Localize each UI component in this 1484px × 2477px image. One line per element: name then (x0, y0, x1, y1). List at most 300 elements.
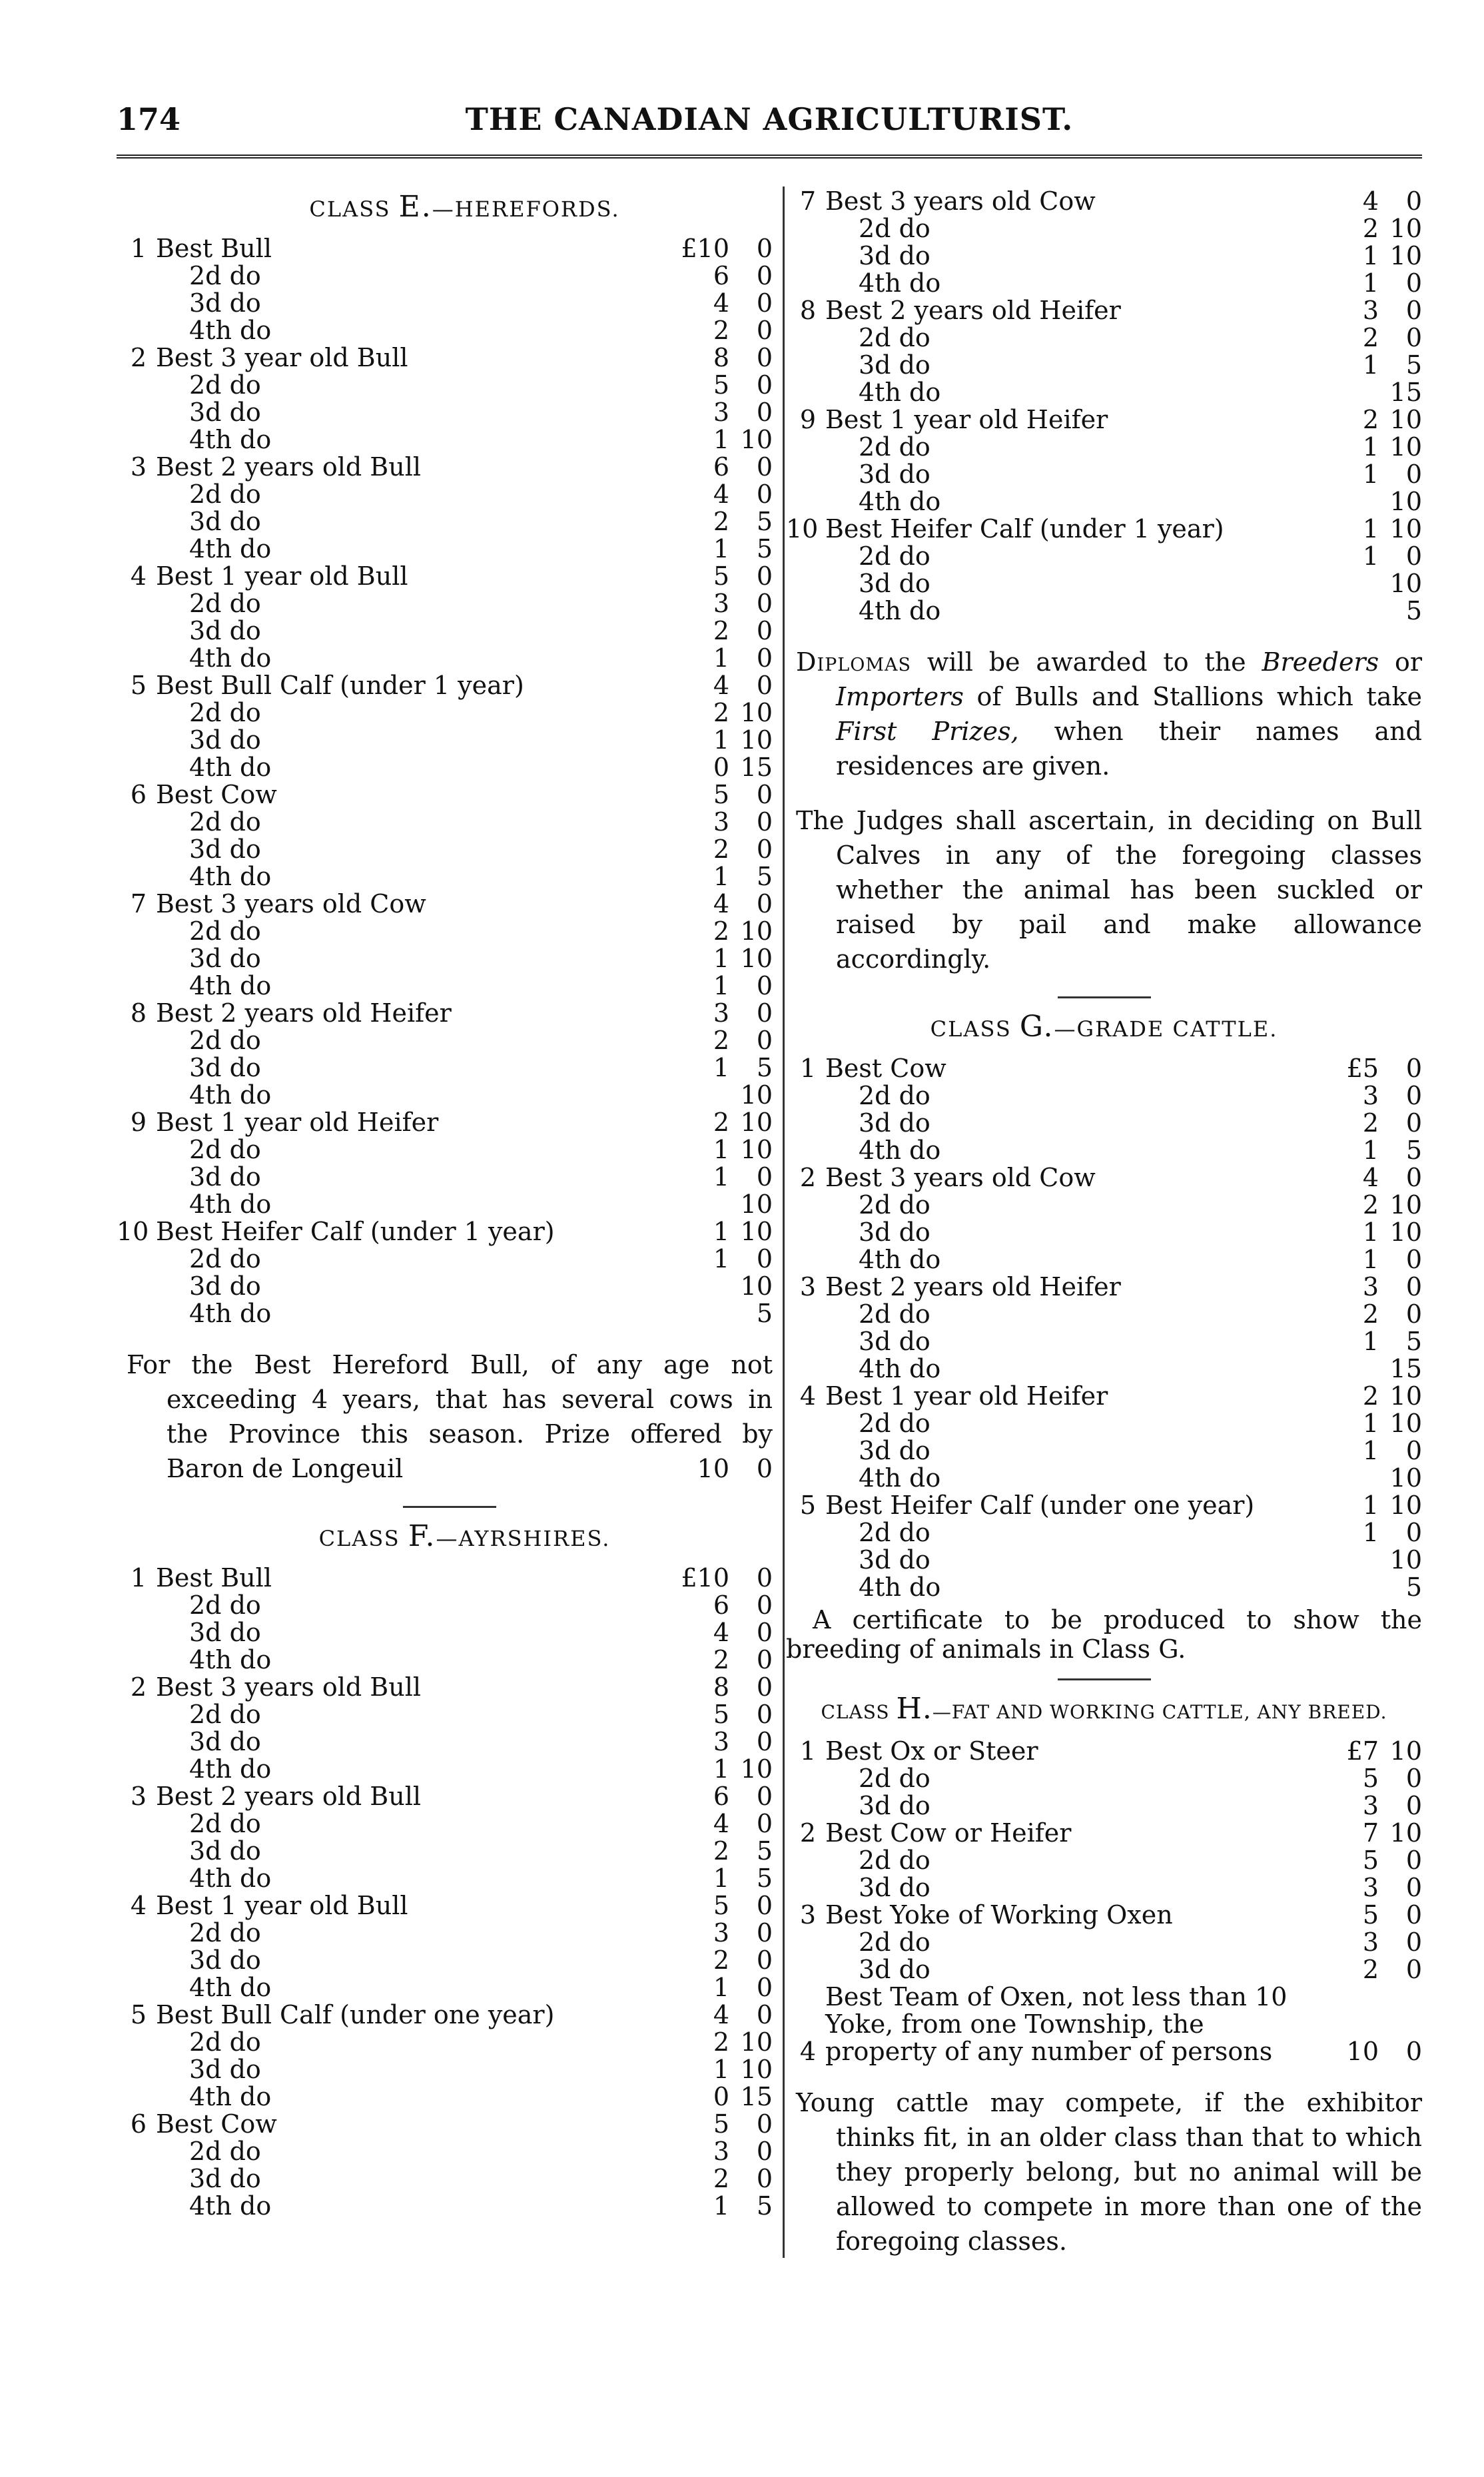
prize-number: 3 (799, 1272, 816, 1301)
prize-shillings: 0 (756, 1946, 773, 1975)
prize-pounds: 4 (713, 889, 729, 918)
prize-shillings: 0 (756, 480, 773, 509)
prize-shillings: 0 (756, 616, 773, 645)
prize-label: 3d do (859, 241, 930, 270)
prize-row (117, 1728, 773, 1756)
prize-row (786, 1192, 1422, 1219)
prize-label: 4th do (859, 268, 941, 298)
class-h-prize-list (786, 1738, 1422, 1983)
prize-pounds: 1 (1362, 1409, 1379, 1438)
prize-row (117, 1892, 773, 1920)
prize-pounds: 1 (1362, 1327, 1379, 1356)
prize-shillings: 5 (756, 1836, 773, 1866)
prize-row (117, 372, 773, 399)
prize-pounds: 1 (713, 1135, 729, 1164)
prize-row (117, 2193, 773, 2220)
prize-label: 4th do (189, 534, 272, 563)
prize-pounds: 2 (1362, 405, 1379, 434)
prize-row (117, 836, 773, 863)
prize-label: 2d do (859, 1409, 930, 1438)
prize-shillings: 0 (1405, 1054, 1422, 1083)
prize-shillings: 0 (756, 234, 773, 263)
prize-pounds: 1 (713, 1973, 729, 2002)
prize-shillings: 0 (756, 343, 773, 372)
prize-label: 3d do (189, 1946, 261, 1975)
prize-pounds: 3 (713, 398, 729, 427)
prize-pounds: 1 (1362, 432, 1379, 462)
prize-pounds: 3 (713, 998, 729, 1028)
prize-label: 4th do (189, 2191, 272, 2221)
prize-label: 4th do (189, 1754, 272, 1784)
prize-pounds: 3 (1362, 1928, 1379, 1957)
prize-number: 10 (117, 1217, 149, 1246)
prize-row (117, 1164, 773, 1191)
prize-row (786, 242, 1422, 270)
prize-pounds: 2 (713, 1108, 729, 1137)
prize-label: Best 1 year old Heifer (156, 1108, 439, 1137)
prize-pounds: 3 (713, 1918, 729, 1947)
prize-row (117, 1756, 773, 1783)
prize-shillings: 10 (1389, 1818, 1422, 1848)
prize-row (117, 645, 773, 672)
prize-number: 8 (799, 296, 816, 325)
prize-row (786, 1219, 1422, 1246)
prize-label: 4th do (189, 753, 272, 782)
prize-row (786, 1137, 1422, 1164)
prize-pounds: 1 (713, 2055, 729, 2084)
prize-label: Best 2 years old Bull (156, 1782, 422, 1811)
prize-shillings: 0 (756, 370, 773, 400)
special-prize-shillings: 0 (756, 1454, 773, 1483)
prize-label: 2d do (189, 1809, 261, 1838)
class-h-title: CLASS H.—FAT AND WORKING CATTLE, ANY BREED. (821, 1692, 1387, 1726)
prize-shillings: 0 (756, 1645, 773, 1674)
prize-shillings: 10 (740, 425, 773, 454)
prize-label: 2d do (859, 1518, 930, 1547)
prize-label: 2d do (189, 1700, 261, 1729)
prize-label: 4th do (859, 487, 941, 516)
prize-pounds: 2 (713, 1026, 729, 1055)
prize-number: 6 (130, 2109, 147, 2139)
prize-row (117, 617, 773, 645)
prize-shillings: 0 (756, 971, 773, 1000)
prize-shillings: 0 (1405, 1928, 1422, 1957)
prize-pounds: 2 (713, 1836, 729, 1866)
prize-shillings: 0 (756, 998, 773, 1028)
prize-pounds: 2 (713, 916, 729, 946)
prize-shillings: 0 (756, 1162, 773, 1192)
prize-row (786, 1246, 1422, 1273)
prize-pounds: 2 (713, 616, 729, 645)
prize-shillings: 0 (756, 316, 773, 345)
prize-shillings: 5 (756, 534, 773, 563)
prize-pounds: 1 (713, 1162, 729, 1192)
prize-shillings: 10 (740, 2027, 773, 2057)
prize-pounds: 2 (713, 2164, 729, 2193)
prize-label: Best 2 years old Bull (156, 452, 422, 482)
prize-pounds: 8 (713, 1672, 729, 1702)
prize-shillings: 0 (1405, 296, 1422, 325)
prize-label: 3d do (189, 507, 261, 536)
prize-shillings: 10 (740, 725, 773, 755)
prize-row (786, 352, 1422, 379)
prize-shillings: 0 (756, 1727, 773, 1756)
prize-row (786, 570, 1422, 597)
prize-row (117, 672, 773, 699)
prize-pounds: 3 (713, 1727, 729, 1756)
prize-shillings: 5 (1405, 1136, 1422, 1165)
prize-label: 2d do (189, 589, 261, 618)
prize-row (117, 890, 773, 918)
prize-pounds: 3 (713, 807, 729, 837)
prize-label: 2d do (859, 1299, 930, 1329)
prize-shillings: 0 (1405, 1081, 1422, 1110)
prize-row (117, 1947, 773, 1974)
prize-shillings: 0 (1405, 1272, 1422, 1301)
prize-label: 4th do (189, 316, 272, 345)
prize-pounds: 4 (1362, 186, 1379, 216)
prize-pounds: 1 (1362, 1136, 1379, 1165)
prize-label: 4th do (859, 1354, 941, 1383)
prize-shillings: 10 (1389, 569, 1422, 598)
column-divider (783, 186, 785, 2258)
prize-shillings: 0 (756, 2000, 773, 2029)
prize-shillings: 15 (1389, 378, 1422, 407)
prize-pounds: 1 (1362, 541, 1379, 571)
prize-label: 2d do (189, 1244, 261, 1273)
prize-label: 3d do (189, 1271, 261, 1301)
prize-label: 2d do (859, 1928, 930, 1957)
prize-label: 3d do (189, 2055, 261, 2084)
prize-row (786, 1874, 1422, 1902)
prize-row (117, 1245, 773, 1273)
prize-label: Best 1 year old Heifer (825, 1381, 1108, 1411)
prize-pounds: 1 (1362, 268, 1379, 298)
prize-label: 2d do (859, 1846, 930, 1875)
prize-label: Best Cow (156, 780, 277, 809)
prize-shillings: 10 (1389, 241, 1422, 270)
prize-row (786, 1465, 1422, 1492)
prize-label: 2d do (189, 1591, 261, 1620)
prize-row (117, 2165, 773, 2193)
prize-pounds: 4 (713, 2000, 729, 2029)
prize-row (117, 918, 773, 945)
prize-shillings: 0 (1405, 1764, 1422, 1793)
prize-pounds: 0 (713, 2082, 729, 2111)
prize-label: Best Cow or Heifer (825, 1818, 1072, 1848)
prize-label: 4th do (189, 643, 272, 673)
prize-label: 2d do (189, 1026, 261, 1055)
prize-shillings: 10 (740, 944, 773, 973)
prize-pounds: 3 (1362, 296, 1379, 325)
class-f-prize-list (117, 1565, 773, 2220)
prize-pounds: 1 (713, 643, 729, 673)
prize-label: 3d do (859, 1108, 930, 1138)
prize-row (786, 1929, 1422, 1956)
prize-label: 3d do (859, 1436, 930, 1465)
prize-pounds: 3 (1362, 1873, 1379, 1902)
prize-row (786, 297, 1422, 324)
prize-shillings: 0 (756, 1244, 773, 1273)
prize-label: 4th do (859, 1573, 941, 1602)
prize-row (117, 863, 773, 890)
class-h-team-item (786, 1983, 1422, 2065)
judges-note: The Judges shall ascertain, in deciding on Bull Calves in any of the foregoing classes whether the animal has been suckled or raised by pail and make allowance accordingly. (796, 806, 1422, 974)
page-number: 174 (117, 101, 181, 137)
prize-row (786, 434, 1422, 461)
prize-row (117, 2138, 773, 2165)
prize-row (117, 235, 773, 262)
prize-row (786, 215, 1422, 242)
prize-row (117, 262, 773, 290)
prize-pounds: 5 (713, 780, 729, 809)
prize-pounds: 1 (1362, 241, 1379, 270)
prize-row (117, 1974, 773, 2001)
prize-shillings: 0 (1405, 186, 1422, 216)
prize-row (117, 1054, 773, 1082)
prize-number: 2 (799, 1163, 816, 1192)
prize-row (117, 508, 773, 535)
prize-shillings: 5 (756, 1299, 773, 1328)
prize-label: 3d do (859, 1327, 930, 1356)
prize-label: 4th do (189, 1190, 272, 1219)
prize-pounds: 1 (1362, 1245, 1379, 1274)
prize-label: 4th do (189, 2082, 272, 2111)
prize-row (786, 1820, 1422, 1847)
prize-row (786, 324, 1422, 352)
prize-row (117, 2056, 773, 2083)
prize-pounds: 1 (713, 1217, 729, 1246)
prize-pounds: 2 (713, 2027, 729, 2057)
prize-shillings: 15 (740, 2082, 773, 2111)
prize-pounds: 2 (713, 1946, 729, 1975)
hereford-special-prize (117, 1347, 773, 1486)
prize-shillings: 0 (1405, 541, 1422, 571)
prize-row (117, 1619, 773, 1646)
prize-number: 1 (799, 1736, 816, 1766)
prize-shillings: 10 (740, 1190, 773, 1219)
prize-label: 3d do (189, 288, 261, 318)
prize-pounds: 4 (713, 671, 729, 700)
prize-number: 2 (130, 343, 147, 372)
prize-pounds: 8 (713, 343, 729, 372)
prize-row (117, 590, 773, 617)
prize-row (117, 399, 773, 426)
prize-label: Best Bull (156, 234, 272, 263)
prize-number: 8 (130, 998, 147, 1028)
prize-label: 3d do (189, 398, 261, 427)
prize-shillings: 0 (756, 835, 773, 864)
prize-row (117, 317, 773, 344)
prize-shillings: 0 (1405, 1846, 1422, 1875)
prize-shillings: 10 (1389, 432, 1422, 462)
prize-row (117, 563, 773, 590)
prize-shillings: 5 (1405, 1327, 1422, 1356)
prize-shillings: 0 (756, 1026, 773, 1055)
prize-number: 4 (130, 1891, 147, 1920)
prize-pounds: 2 (713, 507, 729, 536)
prize-label: Best 1 year old Bull (156, 561, 408, 591)
prize-shillings: 5 (756, 507, 773, 536)
prize-label: 3d do (189, 1053, 261, 1082)
prize-pounds: 1 (713, 944, 729, 973)
prize-label: 2d do (189, 261, 261, 290)
prize-pounds: 1 (713, 534, 729, 563)
prize-label: Best Yoke of Working Oxen (825, 1900, 1173, 1930)
prize-pounds: 2 (1362, 1299, 1379, 1329)
prize-label: Best Cow (825, 1054, 946, 1083)
prize-pounds: 5 (713, 2109, 729, 2139)
prize-row (117, 2083, 773, 2111)
prize-label: 3d do (189, 1618, 261, 1647)
prize-label: 3d do (859, 460, 930, 489)
prize-row (786, 1273, 1422, 1301)
prize-shillings: 5 (1405, 596, 1422, 625)
prize-number: 1 (130, 234, 147, 263)
prize-label: 3d do (189, 1162, 261, 1192)
prize-shillings: 0 (1405, 1163, 1422, 1192)
prize-shillings: 10 (1389, 1491, 1422, 1520)
prize-number: 3 (799, 1900, 816, 1930)
prize-label: 2d do (189, 2137, 261, 2166)
prize-pounds: 5 (713, 1700, 729, 1729)
prize-pounds: 1 (713, 971, 729, 1000)
prize-row (786, 1110, 1422, 1137)
diplomas-note: Diplomas will be awarded to the Breeders or Importers of Bulls and Stallions which take First Prizes, when their names and residences are given. (796, 647, 1423, 781)
prize-number: 5 (799, 1491, 816, 1520)
prize-label: 2d do (189, 1918, 261, 1947)
prize-pounds: £10 (681, 234, 729, 263)
prize-pounds: 5 (713, 1891, 729, 1920)
prize-label: Best 3 years old Cow (825, 1163, 1096, 1192)
prize-shillings: 10 (740, 916, 773, 946)
prize-label: 4th do (189, 1973, 272, 2002)
prize-row (117, 1701, 773, 1728)
prize-pounds: 6 (713, 1782, 729, 1811)
prize-row (117, 972, 773, 1000)
prize-shillings: 10 (1389, 214, 1422, 243)
prize-shillings: 0 (756, 780, 773, 809)
prize-shillings: 0 (1405, 1873, 1422, 1902)
prize-shillings: 10 (1389, 1463, 1422, 1493)
prize-row (117, 1109, 773, 1136)
prize-row (786, 1082, 1422, 1110)
prize-pounds: 1 (1362, 1518, 1379, 1547)
prize-label: Best Cow (156, 2109, 277, 2139)
prize-pounds: 6 (713, 452, 729, 482)
prize-label: Best Bull Calf (under 1 year) (156, 671, 524, 700)
prize-shillings: 0 (756, 2164, 773, 2193)
prize-number: 1 (799, 1054, 816, 1083)
prize-row (786, 1519, 1422, 1547)
prize-label: 2d do (859, 1764, 930, 1793)
section-rule (403, 1506, 496, 1508)
prize-shillings: 0 (1405, 268, 1422, 298)
prize-label: 2d do (189, 698, 261, 727)
prize-label: 2d do (859, 432, 930, 462)
prize-pounds: 1 (713, 2191, 729, 2221)
class-e-prize-list (117, 235, 773, 1327)
prize-shillings: 5 (756, 862, 773, 891)
prize-label: 2d do (189, 370, 261, 400)
class-g-title: CLASS G.—GRADE CATTLE. (930, 1010, 1278, 1044)
prize-shillings: 0 (756, 261, 773, 290)
prize-shillings: 5 (756, 1864, 773, 1893)
team-item-text: Best Team of Oxen, not less than 10 Yoke, from one Township, the property of any number of persons (825, 1982, 1288, 2066)
prize-row (786, 1956, 1422, 1983)
prize-row (117, 344, 773, 372)
prize-number: 6 (130, 780, 147, 809)
prize-pounds: 1 (713, 862, 729, 891)
prize-shillings: 0 (756, 1809, 773, 1838)
prize-row (117, 1000, 773, 1027)
prize-pounds: 4 (713, 480, 729, 509)
prize-number: 7 (130, 889, 147, 918)
prize-pounds: 3 (713, 2137, 729, 2166)
prize-shillings: 0 (756, 2109, 773, 2139)
prize-shillings: 10 (1389, 405, 1422, 434)
prize-pounds: £5 (1346, 1054, 1379, 1083)
class-f-continued-list (786, 188, 1422, 625)
prize-label: 3d do (859, 1791, 930, 1820)
prize-pounds: 6 (713, 1591, 729, 1620)
prize-label: 4th do (189, 1080, 272, 1110)
prize-label: Best 2 years old Heifer (825, 296, 1121, 325)
prize-row (117, 1674, 773, 1701)
prize-shillings: 10 (740, 2055, 773, 2084)
prize-shillings: 10 (740, 698, 773, 727)
prize-shillings: 5 (756, 1053, 773, 1082)
team-item-pounds: 10 (1346, 2037, 1379, 2066)
prize-label: 3d do (189, 2164, 261, 2193)
prize-row (117, 1218, 773, 1245)
prize-shillings: 10 (1389, 487, 1422, 516)
prize-pounds: 1 (1362, 514, 1379, 543)
prize-label: 2d do (189, 480, 261, 509)
prize-shillings: 0 (1405, 1436, 1422, 1465)
prize-shillings: 10 (1389, 1545, 1422, 1575)
prize-row (117, 1838, 773, 1865)
prize-pounds: 2 (1362, 214, 1379, 243)
prize-pounds: 1 (713, 1244, 729, 1273)
prize-pounds: 2 (1362, 1381, 1379, 1411)
prize-label: Best Heifer Calf (under 1 year) (825, 514, 1224, 543)
prize-shillings: 0 (756, 807, 773, 837)
prize-label: Best 3 years old Cow (156, 889, 426, 918)
prize-label: 4th do (189, 1299, 272, 1328)
prize-shillings: 10 (740, 1108, 773, 1137)
prize-shillings: 5 (756, 2191, 773, 2221)
prize-shillings: 10 (1389, 1381, 1422, 1411)
prize-row (786, 1383, 1422, 1410)
class-f-title: CLASS F.—AYRSHIRES. (318, 1519, 611, 1553)
prize-pounds: 3 (1362, 1272, 1379, 1301)
prize-pounds: 5 (713, 370, 729, 400)
prize-shillings: 15 (740, 753, 773, 782)
prize-shillings: 0 (756, 1563, 773, 1592)
prize-row (117, 2001, 773, 2029)
prize-label: Best Ox or Steer (825, 1736, 1038, 1766)
prize-shillings: 10 (740, 1271, 773, 1301)
prize-row (117, 454, 773, 481)
prize-pounds: 5 (1362, 1846, 1379, 1875)
prize-row (786, 1437, 1422, 1465)
prize-row (117, 1920, 773, 1947)
prize-shillings: 0 (756, 561, 773, 591)
prize-row (786, 461, 1422, 488)
prize-row (117, 1783, 773, 1810)
prize-number: 3 (130, 1782, 147, 1811)
